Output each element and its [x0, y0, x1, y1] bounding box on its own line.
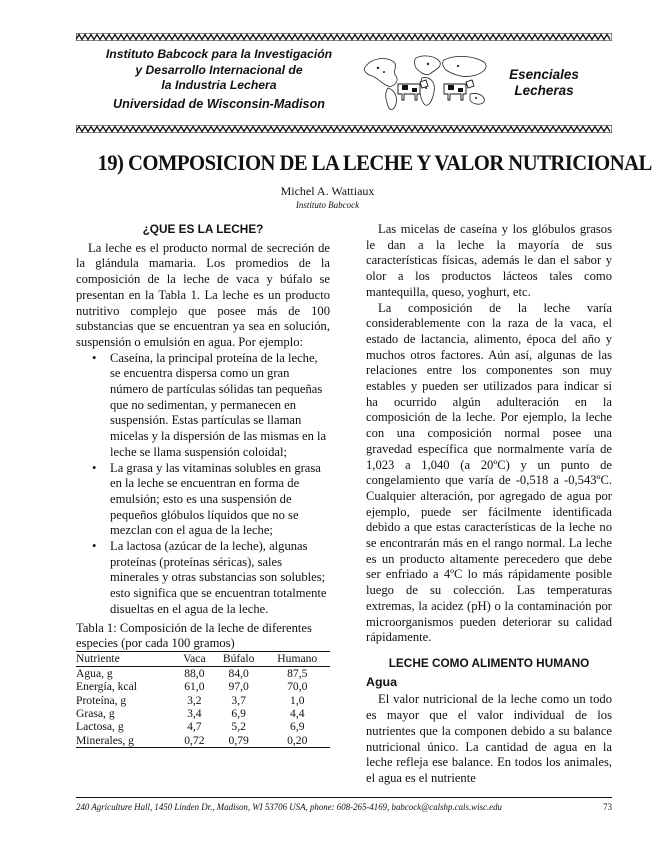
table-cell: 61,0	[184, 680, 205, 694]
table-header-cell: Búfalo	[213, 652, 265, 666]
composition-table	[76, 651, 330, 748]
table-header-cell: Humano	[265, 652, 330, 666]
section-heading-que-es: ¿QUE ES LA LECHE?	[142, 222, 264, 236]
left-column	[76, 222, 330, 748]
page-footer	[76, 797, 612, 812]
table-header-row	[76, 652, 330, 666]
footer-address: 240 Agriculture Hall, 1450 Linden Dr., Madison, WI 53706 USA, phone: 608-265-4169, babcock@calshp.cals.wisc.edu	[76, 802, 502, 812]
subheading-agua: Agua	[366, 674, 397, 689]
series-line-2: Lecheras	[514, 83, 574, 98]
table-caption: Tabla 1: Composición de la leche de diferentes especies (por cada 100 gramos)	[76, 620, 312, 650]
table-cell: 0,72	[176, 734, 213, 748]
zigzag-border-bottom	[76, 125, 612, 133]
institute-block	[84, 47, 354, 112]
table-cell: 0,20	[265, 734, 330, 748]
table-cell: 6,9	[290, 720, 305, 734]
table-row	[76, 694, 330, 707]
table-cell: 3,4	[187, 707, 202, 721]
composition-bullet-list	[76, 351, 330, 618]
bullet-item-lactose: • La lactosa (azúcar de la leche), algunas proteínas (proteínas séricas), sales minerales y otras substancias son solubles; esto significa que se encuentran totalmente disueltas en el agua de la leche.	[76, 539, 330, 618]
table-cell: Energía, kcal	[76, 680, 137, 694]
paragraph-nutritional-value: El valor nutricional de la leche como un todo es mayor que el valor individual de los nutrientes que la componen debido a su balance nutricional único. La cantidad de agua en la leche refleja ese balance. En todos los animales, el agua es el nutriente	[366, 692, 612, 785]
table-cell: 3,7	[231, 693, 246, 707]
table-cell: 4,4	[290, 707, 305, 721]
zigzag-border-top	[76, 33, 612, 41]
table-cell: 84,0	[228, 666, 249, 680]
table-cell: Proteína, g	[76, 693, 127, 707]
bullet-item-casein: • Caseína, la principal proteína de la leche, se encuentra dispersa como un gran número de partículas sólidas tan pequeñas que no sedimentan, y permanecen en suspensión. Estas partículas se llaman micelas y la dispersión de las mismas en la leche se llama suspensión coloidal;	[76, 351, 330, 461]
table-row	[76, 666, 330, 680]
right-column	[366, 222, 612, 787]
table-cell: 97,0	[228, 680, 249, 694]
page-number: 73	[603, 802, 612, 812]
table-cell: 87,5	[287, 666, 308, 680]
paragraph-composition-varies: La composición de la leche varía considerablemente con la raza de la vaca, el estado de lactancia, alimento, época del año y muchos otros factores. Aún así, algunas de las relaciones entre los componentes son muy estables y pueden ser utilizados para indicar si ha ocurrido algún adulteración en la composición de la leche. Por ejemplo, la leche con una composición normal posee una gravedad específica que normalmente varía de 1,023 a 1,040 (a 20ºC) y un punto de congelamiento que varía de -0,518 a -0,543ºC. Cualquier alteración, por agregado de agua por ejemplo, puede ser fácilmente identificada debido a que estas características de la leche no se encontrarán más en el rango normal. La leche es un producto altamente perecedero que debe ser enfriado a 4ºC lo más rápidamente posible luego de su colección. Las temperaturas extremas, la acidez (pH) o la contaminación por microorganismos pueden deteriorar su calidad rápidamente.	[366, 300, 612, 645]
author-name: Michel A. Wattiaux	[280, 184, 375, 198]
table-header-cell: Nutriente	[76, 652, 176, 666]
table-cell: Agua, g	[76, 666, 113, 680]
table-cell: 6,9	[231, 707, 246, 721]
series-title	[494, 67, 594, 99]
table-cell: 1,0	[290, 693, 305, 707]
table-cell: Grasa, g	[76, 707, 115, 721]
table-cell: 88,0	[184, 666, 205, 680]
university-name: Universidad de Wisconsin-Madison	[113, 96, 325, 111]
paragraph-micelles: Las micelas de caseína y los glóbulos grasos le dan a la leche la mayoría de sus características físicas, además le dan el sabor y olor a los productos lácteos tales como mantequilla, queso, yoghurt, etc.	[366, 222, 612, 299]
institute-line-3: la Industria Lechera	[161, 78, 277, 92]
institute-line-1: Instituto Babcock para la Investigación	[105, 47, 333, 61]
table-cell: 5,2	[231, 720, 246, 734]
table-row	[76, 720, 330, 733]
table-header-cell: Vaca	[176, 652, 213, 666]
table-cell: 3,2	[187, 693, 202, 707]
table-cell: Lactosa, g	[76, 720, 124, 734]
world-map-cows-illustration	[358, 48, 498, 118]
series-line-1: Esenciales	[509, 67, 579, 82]
table-cell: 70,0	[287, 680, 308, 694]
table-cell: Minerales, g	[76, 734, 176, 748]
table-row	[76, 707, 330, 720]
section-heading-leche-alimento: LECHE COMO ALIMENTO HUMANO	[388, 655, 590, 670]
header-banner	[76, 33, 612, 133]
table-row	[76, 734, 330, 748]
bullet-item-fat: • La grasa y las vitaminas solubles en grasa en la leche se encuentran en forma de emulsión; esto es una suspensión de pequeños glóbulos líquidos que no se mezclan con el agua de la leche;	[76, 461, 330, 540]
author-affiliation: Instituto Babcock	[295, 200, 360, 210]
institute-line-2: y Desarrollo Internacional de	[135, 62, 303, 77]
table-cell: 4,7	[187, 720, 202, 734]
page-title: 19) COMPOSICION DE LA LECHE Y VALOR NUTRICIONAL	[97, 150, 652, 175]
table-cell: 0,79	[213, 734, 265, 748]
intro-paragraph: La leche es el producto normal de secreción de la glándula mamaria. Los promedios de la composición de la leche de vaca y búfalo se presentan en la Tabla 1. La leche es un producto nutritivo complejo que posee más de 100 substancias que se encuentran ya sea en solución, suspensión o emulsión en agua. Por ejemplo:	[76, 240, 330, 349]
table-row	[76, 680, 330, 693]
